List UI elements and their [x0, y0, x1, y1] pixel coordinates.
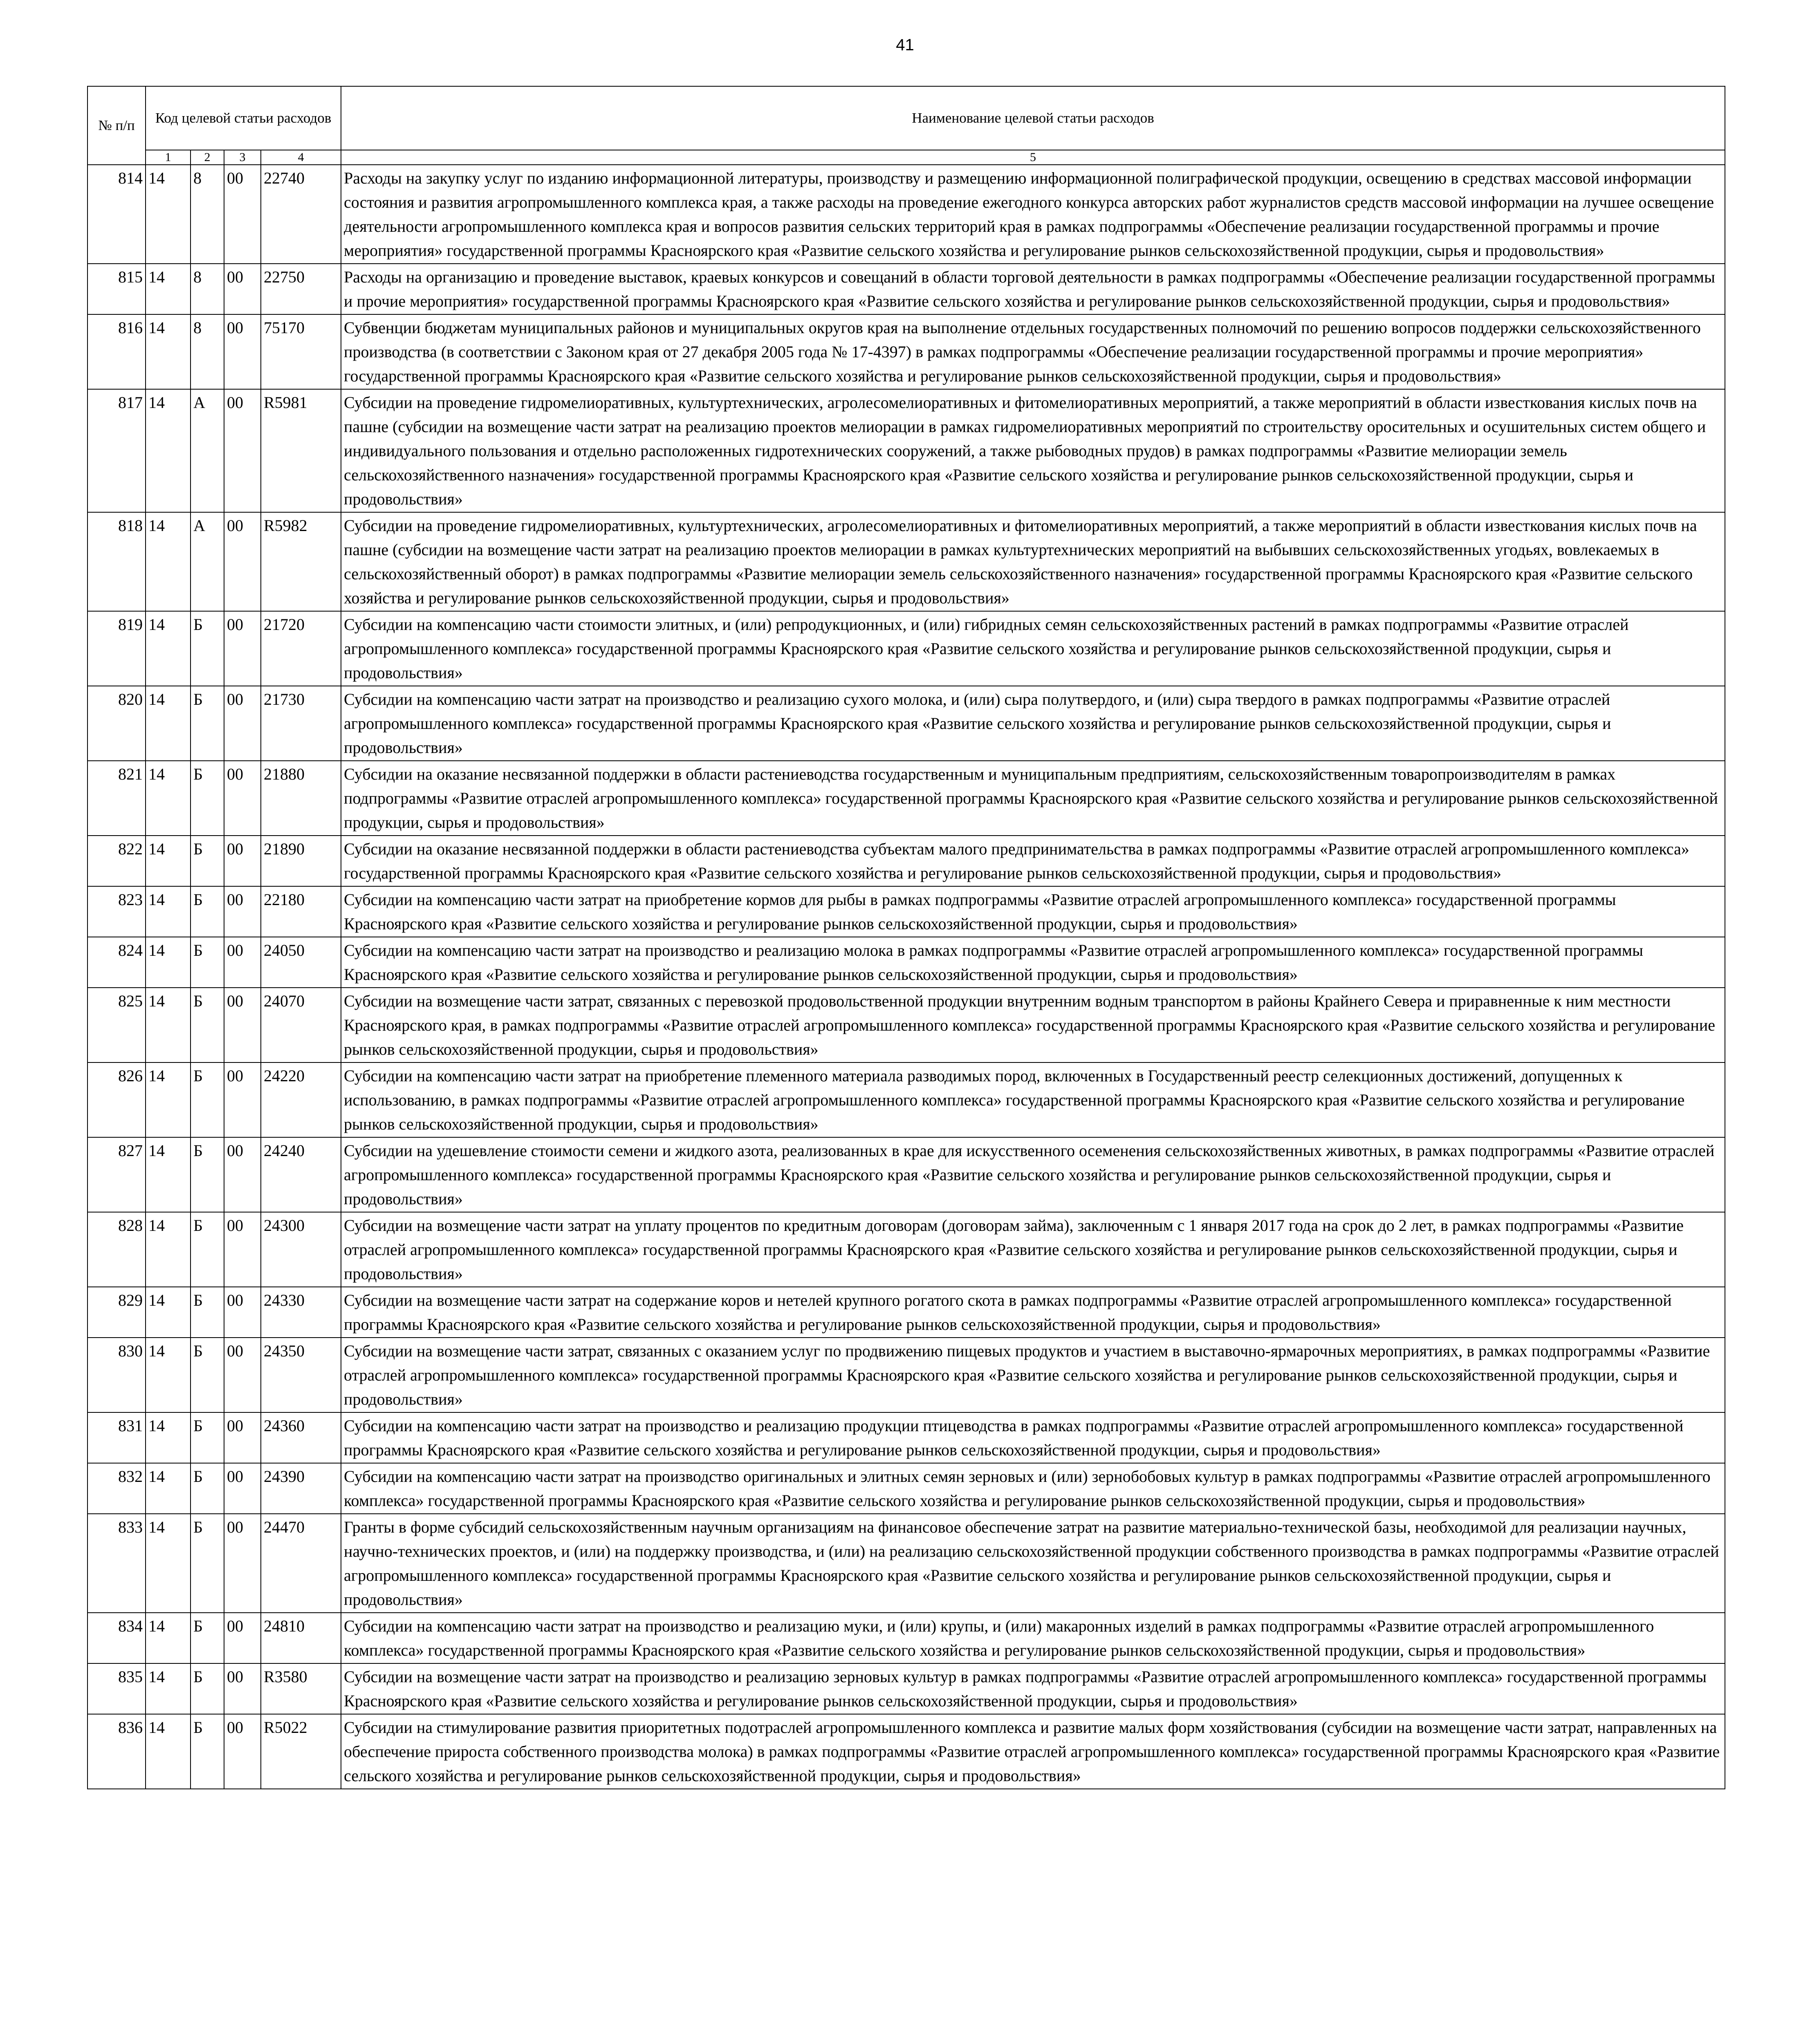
code-cell-1: 14	[146, 314, 191, 389]
code-cell-4: 24470	[261, 1514, 341, 1613]
code-cell-1: 14	[146, 611, 191, 686]
table-header-row	[87, 86, 1725, 150]
code-cell-1: 14	[146, 686, 191, 761]
table-body	[87, 165, 1725, 1789]
code-cell-4: 24050	[261, 937, 341, 988]
code-cell-4: 22740	[261, 165, 341, 264]
item-name-cell: Расходы на организацию и проведение выставок, краевых конкурсов и совещаний в области торговой деятельности в рамках подпрограммы «Обеспечение реализации государственной программы и прочие мероприятия» государственной программы Красноярского края «Развитие сельского хозяйства и регулирование рынков сельскохозяйственной продукции, сырья и продовольствия»	[341, 264, 1725, 314]
code-cell-1: 14	[146, 988, 191, 1062]
item-name-cell: Субсидии на компенсацию части затрат на приобретение кормов для рыбы в рамках подпрограммы «Развитие отраслей агропромышленного комплекса» государственной программы Красноярского края «Развитие сельского хозяйства и регулирование рынков сельскохозяйственной продукции, сырья и продовольствия»	[341, 886, 1725, 937]
code-cell-1: 14	[146, 165, 191, 264]
code-cell-2: Б	[191, 1212, 224, 1287]
item-name-cell: Субсидии на компенсацию части стоимости элитных, и (или) репродукционных, и (или) гибридных семян сельскохозяйственных растений в рамках подпрограммы «Развитие отраслей агропромышленного комплекса» государственной программы Красноярского края «Развитие сельского хозяйства и регулирование рынков сельскохозяйственной продукции, сырья и продовольствия»	[341, 611, 1725, 686]
code-cell-2: Б	[191, 1514, 224, 1613]
code-cell-3: 00	[224, 1463, 261, 1514]
code-cell-3: 00	[224, 836, 261, 886]
code-cell-2: А	[191, 512, 224, 611]
code-cell-1: 14	[146, 761, 191, 836]
code-cell-2: Б	[191, 1613, 224, 1663]
table-row	[87, 886, 1725, 937]
code-cell-4: 24350	[261, 1338, 341, 1412]
code-cell-1: 14	[146, 389, 191, 512]
code-cell-4: 24810	[261, 1613, 341, 1663]
row-number-cell: 825	[87, 988, 146, 1062]
item-name-cell: Субсидии на удешевление стоимости семени и жидкого азота, реализованных в крае для искусственного осеменения сельскохозяйственных животных, в рамках подпрограммы «Развитие отраслей агропромышленного комплекса» государственной программы Красноярского края «Развитие сельского хозяйства и регулирование рынков сельскохозяйственной продукции, сырья и продовольствия»	[341, 1137, 1725, 1212]
row-number-cell: 827	[87, 1137, 146, 1212]
item-name-cell: Субсидии на проведение гидромелиоративных, культуртехнических, агролесомелиоративных и фитомелиоративных мероприятий, а также мероприятий в области известкования кислых почв на пашне (субсидии на возмещение части затрат на реализацию проектов мелиорации в рамках культуртехнических мероприятий на выбывших сельскохозяйственных угодьях, вовлекаемых в сельскохозяйственный оборот) в рамках подпрограммы «Развитие мелиорации земель сельскохозяйственного назначения» государственной программы Красноярского края «Развитие сельского хозяйства и регулирование рынков сельскохозяйственной продукции, сырья и продовольствия»	[341, 512, 1725, 611]
code-cell-1: 14	[146, 1514, 191, 1613]
code-cell-2: Б	[191, 1062, 224, 1137]
code-cell-4: 21880	[261, 761, 341, 836]
code-cell-3: 00	[224, 1663, 261, 1714]
code-cell-4: R5022	[261, 1714, 341, 1789]
row-number-cell: 826	[87, 1062, 146, 1137]
item-name-cell: Субсидии на компенсацию части затрат на приобретение племенного материала разводимых пород, включенных в Государственный реестр селекционных достижений, допущенных к использованию, в рамках подпрограммы «Развитие отраслей агропромышленного комплекса» государственной программы Красноярского края «Развитие сельского хозяйства и регулирование рынков сельскохозяйственной продукции, сырья и продовольствия»	[341, 1062, 1725, 1137]
code-cell-4: 22180	[261, 886, 341, 937]
item-name-cell: Субсидии на оказание несвязанной поддержки в области растениеводства государственным и муниципальным предприятиям, сельскохозяйственным товаропроизводителям в рамках подпрограммы «Развитие отраслей агропромышленного комплекса» государственной программы Красноярского края «Развитие сельского хозяйства и регулирование рынков сельскохозяйственной продукции, сырья и продовольствия»	[341, 761, 1725, 836]
row-number-cell: 820	[87, 686, 146, 761]
table-row	[87, 264, 1725, 314]
table-row	[87, 1338, 1725, 1412]
code-cell-3: 00	[224, 937, 261, 988]
code-cell-3: 00	[224, 1137, 261, 1212]
row-number-cell: 816	[87, 314, 146, 389]
code-cell-4: 24330	[261, 1287, 341, 1338]
table-row	[87, 1212, 1725, 1287]
item-name-cell: Гранты в форме субсидий сельскохозяйственным научным организациям на финансовое обеспечение затрат на развитие материально-технической базы, необходимой для реализации научных, научно-технических проектов, и (или) на поддержку производства, и (или) на реализацию сельскохозяйственной продукции собственного производства в рамках подпрограммы «Развитие отраслей агропромышленного комплекса» государственной программы Красноярского края «Развитие сельского хозяйства и регулирование рынков сельскохозяйственной продукции, сырья и продовольствия»	[341, 1514, 1725, 1613]
row-number-cell: 815	[87, 264, 146, 314]
header-row-number: № п/п	[87, 86, 146, 165]
row-number-cell: 817	[87, 389, 146, 512]
code-cell-4: 21720	[261, 611, 341, 686]
code-cell-3: 00	[224, 1514, 261, 1613]
item-name-cell: Субсидии на компенсацию части затрат на производство и реализацию сухого молока, и (или) сыра полутвердого, и (или) сыра твердого в рамках подпрограммы «Развитие отраслей агропромышленного комплекса» государственной программы Красноярского края «Развитие сельского хозяйства и регулирование рынков сельскохозяйственной продукции, сырья и продовольствия»	[341, 686, 1725, 761]
table-row	[87, 1714, 1725, 1789]
header-name: Наименование целевой статьи расходов	[341, 86, 1725, 150]
item-name-cell: Расходы на закупку услуг по изданию информационной литературы, производству и размещению информационной полиграфической продукции, освещению в средствах массовой информации состояния и развития агропромышленного комплекса края, а также расходы на проведение ежегодного конкурса авторских работ журналистов средств массовой информации на лучшее освещение деятельности агропромышленного комплекса края и вопросов развития сельских территорий края в рамках подпрограммы «Обеспечение реализации государственной программы и прочие мероприятия» государственной программы Красноярского края «Развитие сельского хозяйства и регулирование рынков сельскохозяйственной продукции, сырья и продовольствия»	[341, 165, 1725, 264]
row-number-cell: 818	[87, 512, 146, 611]
code-cell-2: Б	[191, 1463, 224, 1514]
table-row	[87, 1613, 1725, 1663]
code-cell-4: 21730	[261, 686, 341, 761]
row-number-cell: 834	[87, 1613, 146, 1663]
code-cell-3: 00	[224, 1412, 261, 1463]
code-cell-3: 00	[224, 264, 261, 314]
code-cell-2: Б	[191, 937, 224, 988]
table-row	[87, 836, 1725, 886]
column-number-row	[87, 150, 1725, 165]
column-number: 1	[146, 150, 191, 165]
table-row	[87, 611, 1725, 686]
column-number: 4	[261, 150, 341, 165]
row-number-cell: 823	[87, 886, 146, 937]
code-cell-1: 14	[146, 1714, 191, 1789]
code-cell-2: Б	[191, 761, 224, 836]
code-cell-4: R5981	[261, 389, 341, 512]
code-cell-2: Б	[191, 611, 224, 686]
row-number-cell: 824	[87, 937, 146, 988]
row-number-cell: 819	[87, 611, 146, 686]
row-number-cell: 822	[87, 836, 146, 886]
code-cell-2: Б	[191, 836, 224, 886]
code-cell-4: 22750	[261, 264, 341, 314]
row-number-cell: 814	[87, 165, 146, 264]
row-number-cell: 821	[87, 761, 146, 836]
code-cell-3: 00	[224, 611, 261, 686]
table-row	[87, 988, 1725, 1062]
item-name-cell: Субсидии на компенсацию части затрат на производство и реализацию молока в рамках подпрограммы «Развитие отраслей агропромышленного комплекса» государственной программы Красноярского края «Развитие сельского хозяйства и регулирование рынков сельскохозяйственной продукции, сырья и продовольствия»	[341, 937, 1725, 988]
item-name-cell: Субсидии на возмещение части затрат на уплату процентов по кредитным договорам (договорам займа), заключенным с 1 января 2017 года на срок до 2 лет, в рамках подпрограммы «Развитие отраслей агропромышленного комплекса» государственной программы Красноярского края «Развитие сельского хозяйства и регулирование рынков сельскохозяйственной продукции, сырья и продовольствия»	[341, 1212, 1725, 1287]
code-cell-4: 24360	[261, 1412, 341, 1463]
table-row	[87, 686, 1725, 761]
item-name-cell: Субсидии на компенсацию части затрат на производство и реализацию муки, и (или) крупы, и (или) макаронных изделий в рамках подпрограммы «Развитие отраслей агропромышленного комплекса» государственной программы Красноярского края «Развитие сельского хозяйства и регулирование рынков сельскохозяйственной продукции, сырья и продовольствия»	[341, 1613, 1725, 1663]
code-cell-4: 24070	[261, 988, 341, 1062]
code-cell-1: 14	[146, 886, 191, 937]
code-cell-3: 00	[224, 1338, 261, 1412]
code-cell-2: Б	[191, 1714, 224, 1789]
row-number-cell: 832	[87, 1463, 146, 1514]
code-cell-3: 00	[224, 389, 261, 512]
column-number: 3	[224, 150, 261, 165]
code-cell-4: 24390	[261, 1463, 341, 1514]
code-cell-1: 14	[146, 1062, 191, 1137]
code-cell-1: 14	[146, 1287, 191, 1338]
row-number-cell: 835	[87, 1663, 146, 1714]
code-cell-4: 24240	[261, 1137, 341, 1212]
code-cell-4: 21890	[261, 836, 341, 886]
code-cell-4: 24300	[261, 1212, 341, 1287]
row-number-cell: 830	[87, 1338, 146, 1412]
table-row	[87, 1412, 1725, 1463]
code-cell-1: 14	[146, 1463, 191, 1514]
code-cell-3: 00	[224, 1714, 261, 1789]
code-cell-2: Б	[191, 1412, 224, 1463]
code-cell-1: 14	[146, 1137, 191, 1212]
code-cell-1: 14	[146, 937, 191, 988]
item-name-cell: Субсидии на возмещение части затрат, связанных с оказанием услуг по продвижению пищевых продуктов и участием в выставочно-ярмарочных мероприятиях, в рамках подпрограммы «Развитие отраслей агропромышленного комплекса» государственной программы Красноярского края «Развитие сельского хозяйства и регулирование рынков сельскохозяйственной продукции, сырья и продовольствия»	[341, 1338, 1725, 1412]
code-cell-3: 00	[224, 512, 261, 611]
code-cell-2: 8	[191, 165, 224, 264]
code-cell-3: 00	[224, 1062, 261, 1137]
code-cell-1: 14	[146, 1212, 191, 1287]
table-row	[87, 937, 1725, 988]
code-cell-4: 24220	[261, 1062, 341, 1137]
code-cell-2: 8	[191, 264, 224, 314]
code-cell-3: 00	[224, 314, 261, 389]
code-cell-2: Б	[191, 1137, 224, 1212]
row-number-cell: 829	[87, 1287, 146, 1338]
code-cell-3: 00	[224, 988, 261, 1062]
row-number-cell: 828	[87, 1212, 146, 1287]
table-row	[87, 389, 1725, 512]
code-cell-1: 14	[146, 512, 191, 611]
code-cell-4: R3580	[261, 1663, 341, 1714]
code-cell-2: Б	[191, 1338, 224, 1412]
item-name-cell: Субсидии на компенсацию части затрат на производство и реализацию продукции птицеводства в рамках подпрограммы «Развитие отраслей агропромышленного комплекса» государственной программы Красноярского края «Развитие сельского хозяйства и регулирование рынков сельскохозяйственной продукции, сырья и продовольствия»	[341, 1412, 1725, 1463]
column-number: 2	[191, 150, 224, 165]
code-cell-3: 00	[224, 1613, 261, 1663]
table-row	[87, 165, 1725, 264]
code-cell-2: Б	[191, 1287, 224, 1338]
row-number-cell: 831	[87, 1412, 146, 1463]
code-cell-2: Б	[191, 1663, 224, 1714]
table-row	[87, 761, 1725, 836]
code-cell-2: Б	[191, 886, 224, 937]
item-name-cell: Субсидии на возмещение части затрат на содержание коров и нетелей крупного рогатого скота в рамках подпрограммы «Развитие отраслей агропромышленного комплекса» государственной программы Красноярского края «Развитие сельского хозяйства и регулирование рынков сельскохозяйственной продукции, сырья и продовольствия»	[341, 1287, 1725, 1338]
code-cell-3: 00	[224, 886, 261, 937]
code-cell-2: А	[191, 389, 224, 512]
table-row	[87, 1463, 1725, 1514]
code-cell-1: 14	[146, 1613, 191, 1663]
page-number: 41	[896, 36, 914, 54]
row-number-cell: 836	[87, 1714, 146, 1789]
row-number-cell: 833	[87, 1514, 146, 1613]
code-cell-4: 75170	[261, 314, 341, 389]
item-name-cell: Субсидии на оказание несвязанной поддержки в области растениеводства субъектам малого предпринимательства в рамках подпрограммы «Развитие отраслей агропромышленного комплекса» государственной программы Красноярского края «Развитие сельского хозяйства и регулирование рынков сельскохозяйственной продукции, сырья и продовольствия»	[341, 836, 1725, 886]
table-row	[87, 1287, 1725, 1338]
item-name-cell: Субвенции бюджетам муниципальных районов и муниципальных округов края на выполнение отдельных государственных полномочий по решению вопросов поддержки сельскохозяйственного производства (в соответствии с Законом края от 27 декабря 2005 года № 17-4397) в рамках подпрограммы «Обеспечение реализации государственной программы и прочие мероприятия» государственной программы Красноярского края «Развитие сельского хозяйства и регулирование рынков сельскохозяйственной продукции, сырья и продовольствия»	[341, 314, 1725, 389]
code-cell-1: 14	[146, 1663, 191, 1714]
table-row	[87, 314, 1725, 389]
code-cell-4: R5982	[261, 512, 341, 611]
header-code: Код целевой статьи расходов	[146, 86, 341, 150]
table-row	[87, 1137, 1725, 1212]
code-cell-2: Б	[191, 686, 224, 761]
code-cell-3: 00	[224, 1212, 261, 1287]
code-cell-3: 00	[224, 761, 261, 836]
code-cell-3: 00	[224, 165, 261, 264]
table-row	[87, 1663, 1725, 1714]
table-row	[87, 512, 1725, 611]
code-cell-3: 00	[224, 686, 261, 761]
code-cell-1: 14	[146, 1412, 191, 1463]
table-row	[87, 1514, 1725, 1613]
item-name-cell: Субсидии на стимулирование развития приоритетных подотраслей агропромышленного комплекса и развитие малых форм хозяйствования (субсидии на возмещение части затрат, направленных на обеспечение прироста собственного производства молока) в рамках подпрограммы «Развитие отраслей агропромышленного комплекса» государственной программы Красноярского края «Развитие сельского хозяйства и регулирование рынков сельскохозяйственной продукции, сырья и продовольствия»	[341, 1714, 1725, 1789]
code-cell-1: 14	[146, 264, 191, 314]
code-cell-1: 14	[146, 836, 191, 886]
item-name-cell: Субсидии на возмещение части затрат на производство и реализацию зерновых культур в рамках подпрограммы «Развитие отраслей агропромышленного комплекса» государственной программы Красноярского края «Развитие сельского хозяйства и регулирование рынков сельскохозяйственной продукции, сырья и продовольствия»	[341, 1663, 1725, 1714]
item-name-cell: Субсидии на возмещение части затрат, связанных с перевозкой продовольственной продукции внутренним водным транспортом в районы Крайнего Севера и приравненные к ним местности Красноярского края, в рамках подпрограммы «Развитие отраслей агропромышленного комплекса» государственной программы Красноярского края «Развитие сельского хозяйства и регулирование рынков сельскохозяйственной продукции, сырья и продовольствия»	[341, 988, 1725, 1062]
item-name-cell: Субсидии на компенсацию части затрат на производство оригинальных и элитных семян зерновых и (или) зернобобовых культур в рамках подпрограммы «Развитие отраслей агропромышленного комплекса» государственной программы Красноярского края «Развитие сельского хозяйства и регулирование рынков сельскохозяйственной продукции, сырья и продовольствия»	[341, 1463, 1725, 1514]
code-cell-2: Б	[191, 988, 224, 1062]
code-cell-1: 14	[146, 1338, 191, 1412]
code-cell-3: 00	[224, 1287, 261, 1338]
item-name-cell: Субсидии на проведение гидромелиоративных, культуртехнических, агролесомелиоративных и фитомелиоративных мероприятий, а также мероприятий в области известкования кислых почв на пашне (субсидии на возмещение части затрат на реализацию проектов мелиорации в рамках гидромелиоративных мероприятий по строительству оросительных и осушительных систем общего и индивидуального пользования и отдельно расположенных гидротехнических сооружений, а также рыбоводных прудов) в рамках подпрограммы «Развитие мелиорации земель сельскохозяйственного назначения» государственной программы Красноярского края «Развитие сельского хозяйства и регулирование рынков сельскохозяйственной продукции, сырья и продовольствия»	[341, 389, 1725, 512]
table-row	[87, 1062, 1725, 1137]
budget-items-table	[87, 86, 1725, 1789]
column-number: 5	[341, 150, 1725, 165]
code-cell-2: 8	[191, 314, 224, 389]
